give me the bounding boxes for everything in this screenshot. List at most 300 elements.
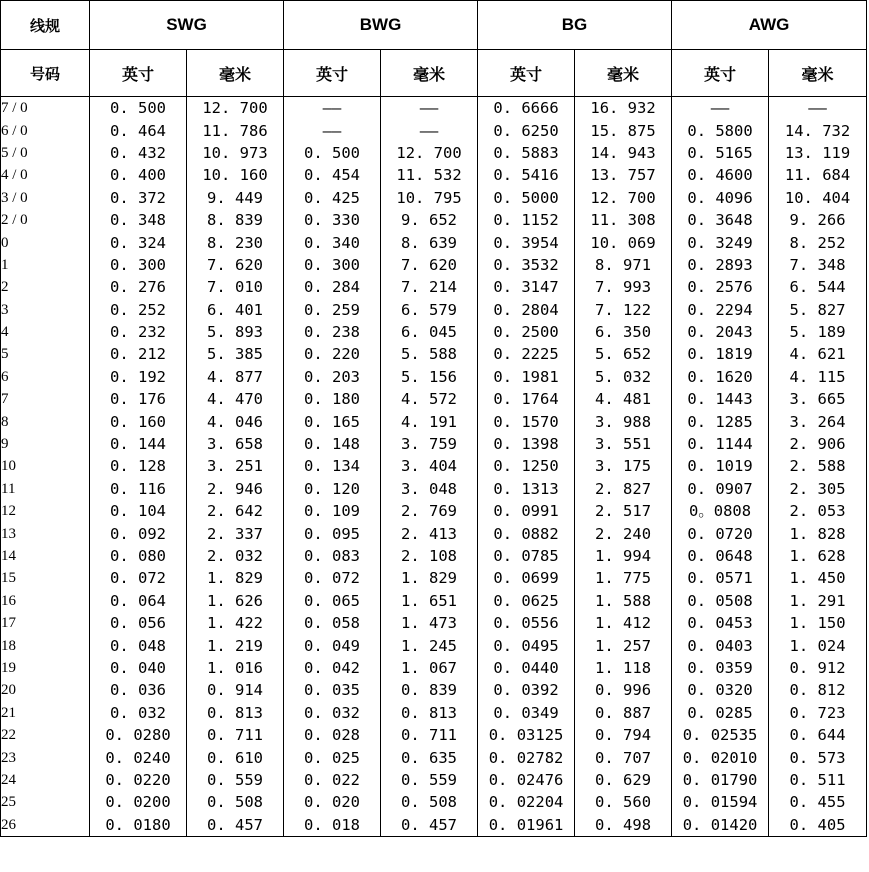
bg-inch-cell: 0. 0349 bbox=[478, 702, 575, 724]
bg-inch-cell: 0. 02476 bbox=[478, 769, 575, 791]
bg-inch-cell: 0. 0556 bbox=[478, 612, 575, 634]
bwg-mm-cell: 9. 652 bbox=[381, 209, 478, 231]
bwg-mm-cell: 1. 245 bbox=[381, 634, 478, 656]
awg-inch-cell: 0. 02010 bbox=[672, 746, 769, 768]
bwg-inch-cell: 0. 032 bbox=[284, 702, 381, 724]
swg-inch-cell: 0. 464 bbox=[90, 119, 187, 141]
bg-mm-cell: 14. 943 bbox=[575, 142, 672, 164]
bg-mm-cell: 1. 257 bbox=[575, 634, 672, 656]
swg-mm-cell: 10. 160 bbox=[187, 164, 284, 186]
awg-inch-cell: 0. 1144 bbox=[672, 433, 769, 455]
swg-mm-cell: 3. 658 bbox=[187, 433, 284, 455]
swg-mm-cell: 8. 839 bbox=[187, 209, 284, 231]
table-row bbox=[1, 343, 867, 365]
swg-mm-cell: 7. 620 bbox=[187, 254, 284, 276]
bg-mm-cell: 13. 757 bbox=[575, 164, 672, 186]
swg-inch-cell: 0. 0200 bbox=[90, 791, 187, 813]
swg-inch-cell: 0. 040 bbox=[90, 657, 187, 679]
table-row bbox=[1, 590, 867, 612]
bg-mm-cell: 7. 122 bbox=[575, 299, 672, 321]
awg-mm-cell: 5. 827 bbox=[769, 299, 867, 321]
swg-mm-cell: 4. 470 bbox=[187, 388, 284, 410]
swg-mm-cell: 2. 642 bbox=[187, 500, 284, 522]
bg-inch-cell: 0. 1764 bbox=[478, 388, 575, 410]
bg-inch-cell: 0. 0625 bbox=[478, 590, 575, 612]
bwg-inch-cell: 0. 220 bbox=[284, 343, 381, 365]
bwg-mm-cell: 11. 532 bbox=[381, 164, 478, 186]
bg-mm-cell: 0. 629 bbox=[575, 769, 672, 791]
bg-inch-cell: 0. 0991 bbox=[478, 500, 575, 522]
swg-mm-cell: 2. 337 bbox=[187, 522, 284, 544]
table-row bbox=[1, 500, 867, 522]
awg-mm-cell: 1. 828 bbox=[769, 522, 867, 544]
gauge-number-cell: 0 bbox=[1, 231, 90, 253]
bg-inch-cell: 0. 0785 bbox=[478, 545, 575, 567]
bg-mm-cell: 3. 551 bbox=[575, 433, 672, 455]
awg-mm-cell: 4. 115 bbox=[769, 366, 867, 388]
awg-mm-cell: 2. 305 bbox=[769, 478, 867, 500]
bg-inch-cell: 0. 1313 bbox=[478, 478, 575, 500]
bg-mm-cell: 2. 827 bbox=[575, 478, 672, 500]
bg-inch-cell: 0. 2804 bbox=[478, 299, 575, 321]
awg-inch-cell: 0. 3648 bbox=[672, 209, 769, 231]
table-row bbox=[1, 657, 867, 679]
gauge-number-cell: 24 bbox=[1, 769, 90, 791]
awg-inch-cell: 0. 0648 bbox=[672, 545, 769, 567]
table-row bbox=[1, 545, 867, 567]
bwg-mm-cell: 8. 639 bbox=[381, 231, 478, 253]
swg-mm-cell: 8. 230 bbox=[187, 231, 284, 253]
gauge-number-cell: 17 bbox=[1, 612, 90, 634]
corner-number-label: 号码 bbox=[1, 50, 90, 97]
awg-inch-cell: 0. 01790 bbox=[672, 769, 769, 791]
table-row bbox=[1, 634, 867, 656]
bwg-mm-cell: 5. 588 bbox=[381, 343, 478, 365]
swg-inch-cell: 0. 080 bbox=[90, 545, 187, 567]
bg-mm-cell: 1. 994 bbox=[575, 545, 672, 567]
awg-inch-cell: 0. 02535 bbox=[672, 724, 769, 746]
bg-mm-cell: 12. 700 bbox=[575, 187, 672, 209]
swg-mm-cell: 3. 251 bbox=[187, 455, 284, 477]
bwg-inch-cell: 0. 083 bbox=[284, 545, 381, 567]
awg-inch-cell: 0. 0720 bbox=[672, 522, 769, 544]
bwg-inch-cell: 0. 020 bbox=[284, 791, 381, 813]
bwg-inch-cell: 0. 058 bbox=[284, 612, 381, 634]
swg-inch-cell: 0. 300 bbox=[90, 254, 187, 276]
awg-inch-cell: 0. 2576 bbox=[672, 276, 769, 298]
gauge-number-cell: 7 / 0 bbox=[1, 97, 90, 120]
awg-mm-cell: —— bbox=[769, 97, 867, 120]
swg-inch-cell: 0. 232 bbox=[90, 321, 187, 343]
awg-inch-cell: 0. 0320 bbox=[672, 679, 769, 701]
bg-inch-cell: 0. 1570 bbox=[478, 410, 575, 432]
bg-mm-cell: 8. 971 bbox=[575, 254, 672, 276]
swg-mm-cell: 1. 422 bbox=[187, 612, 284, 634]
standard-header-swg: SWG bbox=[90, 1, 284, 50]
gauge-number-cell: 21 bbox=[1, 702, 90, 724]
bg-mm-cell: 16. 932 bbox=[575, 97, 672, 120]
swg-inch-cell: 0. 0240 bbox=[90, 746, 187, 768]
awg-inch-cell: —— bbox=[672, 97, 769, 120]
awg-inch-cell: 0. 0285 bbox=[672, 702, 769, 724]
bwg-inch-cell: 0. 340 bbox=[284, 231, 381, 253]
bwg-inch-cell: 0. 259 bbox=[284, 299, 381, 321]
gauge-number-cell: 14 bbox=[1, 545, 90, 567]
awg-mm-cell: 0. 455 bbox=[769, 791, 867, 813]
bwg-mm-cell: 7. 620 bbox=[381, 254, 478, 276]
gauge-number-cell: 9 bbox=[1, 433, 90, 455]
bg-inch-cell: 0. 3147 bbox=[478, 276, 575, 298]
bwg-mm-cell: 3. 759 bbox=[381, 433, 478, 455]
table-row bbox=[1, 455, 867, 477]
table-row bbox=[1, 231, 867, 253]
bwg-mm-cell: 0. 839 bbox=[381, 679, 478, 701]
gauge-number-cell: 5 / 0 bbox=[1, 142, 90, 164]
swg-inch-cell: 0. 144 bbox=[90, 433, 187, 455]
bwg-mm-cell: 0. 559 bbox=[381, 769, 478, 791]
bg-mm-cell: 5. 652 bbox=[575, 343, 672, 365]
awg-inch-cell: 0. 0907 bbox=[672, 478, 769, 500]
swg-inch-cell: 0. 072 bbox=[90, 567, 187, 589]
awg-mm-cell: 0. 812 bbox=[769, 679, 867, 701]
bg-mm-cell: 6. 350 bbox=[575, 321, 672, 343]
awg-inch-cell: 0. 4096 bbox=[672, 187, 769, 209]
bwg-inch-cell: 0. 203 bbox=[284, 366, 381, 388]
bg-mm-cell: 0. 887 bbox=[575, 702, 672, 724]
bg-inch-cell: 0. 03125 bbox=[478, 724, 575, 746]
table-row bbox=[1, 522, 867, 544]
awg-mm-cell: 0. 644 bbox=[769, 724, 867, 746]
bg-inch-cell: 0. 0440 bbox=[478, 657, 575, 679]
awg-inch-cell: 0. 0453 bbox=[672, 612, 769, 634]
swg-mm-cell: 10. 973 bbox=[187, 142, 284, 164]
bg-mm-cell: 0. 794 bbox=[575, 724, 672, 746]
bg-mm-cell: 3. 175 bbox=[575, 455, 672, 477]
swg-inch-cell: 0. 176 bbox=[90, 388, 187, 410]
awg-mm-cell: 6. 544 bbox=[769, 276, 867, 298]
awg-mm-cell: 4. 621 bbox=[769, 343, 867, 365]
bwg-inch-cell: —— bbox=[284, 97, 381, 120]
swg-mm-cell: 7. 010 bbox=[187, 276, 284, 298]
bg-inch-cell: 0. 3532 bbox=[478, 254, 575, 276]
bg-mm-cell: 1. 775 bbox=[575, 567, 672, 589]
swg-mm-cell: 0. 914 bbox=[187, 679, 284, 701]
header-row-units bbox=[1, 50, 867, 97]
swg-mm-cell: 5. 385 bbox=[187, 343, 284, 365]
table-row bbox=[1, 679, 867, 701]
bg-inch-cell: 0. 0699 bbox=[478, 567, 575, 589]
bwg-mm-cell: 1. 651 bbox=[381, 590, 478, 612]
table-row bbox=[1, 410, 867, 432]
swg-mm-cell: 0. 559 bbox=[187, 769, 284, 791]
swg-inch-cell: 0. 064 bbox=[90, 590, 187, 612]
table-row bbox=[1, 366, 867, 388]
bg-mm-cell: 1. 588 bbox=[575, 590, 672, 612]
awg-mm-cell: 3. 264 bbox=[769, 410, 867, 432]
gauge-number-cell: 12 bbox=[1, 500, 90, 522]
swg-inch-cell: 0. 032 bbox=[90, 702, 187, 724]
table-row bbox=[1, 299, 867, 321]
awg-inch-cell: 0。0808 bbox=[672, 500, 769, 522]
swg-inch-cell: 0. 160 bbox=[90, 410, 187, 432]
awg-mm-cell: 1. 291 bbox=[769, 590, 867, 612]
awg-mm-cell: 0. 573 bbox=[769, 746, 867, 768]
bwg-inch-cell: 0. 025 bbox=[284, 746, 381, 768]
swg-mm-cell: 2. 946 bbox=[187, 478, 284, 500]
swg-inch-cell: 0. 348 bbox=[90, 209, 187, 231]
awg-inch-cell: 0. 0571 bbox=[672, 567, 769, 589]
unit-header-mm: 毫米 bbox=[381, 50, 478, 97]
bwg-inch-cell: 0. 072 bbox=[284, 567, 381, 589]
awg-mm-cell: 13. 119 bbox=[769, 142, 867, 164]
swg-mm-cell: 9. 449 bbox=[187, 187, 284, 209]
gauge-number-cell: 26 bbox=[1, 814, 90, 837]
awg-inch-cell: 0. 2294 bbox=[672, 299, 769, 321]
swg-inch-cell: 0. 056 bbox=[90, 612, 187, 634]
swg-mm-cell: 0. 508 bbox=[187, 791, 284, 813]
swg-mm-cell: 4. 877 bbox=[187, 366, 284, 388]
bg-inch-cell: 0. 1981 bbox=[478, 366, 575, 388]
bwg-inch-cell: 0. 049 bbox=[284, 634, 381, 656]
swg-mm-cell: 2. 032 bbox=[187, 545, 284, 567]
awg-mm-cell: 2. 053 bbox=[769, 500, 867, 522]
swg-mm-cell: 0. 711 bbox=[187, 724, 284, 746]
bg-inch-cell: 0. 0882 bbox=[478, 522, 575, 544]
awg-mm-cell: 14. 732 bbox=[769, 119, 867, 141]
gauge-number-cell: 25 bbox=[1, 791, 90, 813]
bwg-inch-cell: 0. 148 bbox=[284, 433, 381, 455]
bwg-mm-cell: 5. 156 bbox=[381, 366, 478, 388]
bwg-inch-cell: 0. 300 bbox=[284, 254, 381, 276]
awg-inch-cell: 0. 1620 bbox=[672, 366, 769, 388]
bwg-inch-cell: 0. 028 bbox=[284, 724, 381, 746]
awg-inch-cell: 0. 1819 bbox=[672, 343, 769, 365]
bwg-mm-cell: 10. 795 bbox=[381, 187, 478, 209]
unit-header-inch: 英寸 bbox=[672, 50, 769, 97]
bwg-inch-cell: 0. 035 bbox=[284, 679, 381, 701]
table-row bbox=[1, 567, 867, 589]
bwg-mm-cell: 3. 048 bbox=[381, 478, 478, 500]
bwg-mm-cell: —— bbox=[381, 119, 478, 141]
awg-inch-cell: 0. 1285 bbox=[672, 410, 769, 432]
swg-inch-cell: 0. 500 bbox=[90, 97, 187, 120]
bwg-inch-cell: 0. 238 bbox=[284, 321, 381, 343]
awg-mm-cell: 1. 024 bbox=[769, 634, 867, 656]
bwg-inch-cell: 0. 180 bbox=[284, 388, 381, 410]
swg-mm-cell: 1. 016 bbox=[187, 657, 284, 679]
bg-mm-cell: 3. 988 bbox=[575, 410, 672, 432]
bg-mm-cell: 0. 707 bbox=[575, 746, 672, 768]
bg-inch-cell: 0. 02204 bbox=[478, 791, 575, 813]
bwg-inch-cell: 0. 500 bbox=[284, 142, 381, 164]
bg-inch-cell: 0. 1152 bbox=[478, 209, 575, 231]
corner-gauge-label: 线规 bbox=[1, 1, 90, 50]
bg-mm-cell: 5. 032 bbox=[575, 366, 672, 388]
bwg-mm-cell: 6. 579 bbox=[381, 299, 478, 321]
gauge-number-cell: 3 bbox=[1, 299, 90, 321]
awg-mm-cell: 0. 912 bbox=[769, 657, 867, 679]
bg-inch-cell: 0. 0392 bbox=[478, 679, 575, 701]
table-row bbox=[1, 769, 867, 791]
bwg-mm-cell: 2. 769 bbox=[381, 500, 478, 522]
bg-mm-cell: 1. 118 bbox=[575, 657, 672, 679]
gauge-number-cell: 16 bbox=[1, 590, 90, 612]
bg-inch-cell: 0. 5883 bbox=[478, 142, 575, 164]
table-row bbox=[1, 164, 867, 186]
swg-inch-cell: 0. 192 bbox=[90, 366, 187, 388]
swg-inch-cell: 0. 432 bbox=[90, 142, 187, 164]
gauge-number-cell: 6 / 0 bbox=[1, 119, 90, 141]
awg-mm-cell: 7. 348 bbox=[769, 254, 867, 276]
bg-inch-cell: 0. 01961 bbox=[478, 814, 575, 837]
table-row bbox=[1, 388, 867, 410]
table-row bbox=[1, 142, 867, 164]
gauge-number-cell: 13 bbox=[1, 522, 90, 544]
awg-mm-cell: 1. 628 bbox=[769, 545, 867, 567]
swg-mm-cell: 0. 813 bbox=[187, 702, 284, 724]
bwg-mm-cell: 1. 067 bbox=[381, 657, 478, 679]
swg-inch-cell: 0. 372 bbox=[90, 187, 187, 209]
table-row bbox=[1, 702, 867, 724]
table-row bbox=[1, 119, 867, 141]
bwg-inch-cell: 0. 330 bbox=[284, 209, 381, 231]
bg-mm-cell: 1. 412 bbox=[575, 612, 672, 634]
bg-inch-cell: 0. 2500 bbox=[478, 321, 575, 343]
bwg-inch-cell: —— bbox=[284, 119, 381, 141]
bwg-mm-cell: 3. 404 bbox=[381, 455, 478, 477]
standard-header-awg: AWG bbox=[672, 1, 867, 50]
bwg-mm-cell: —— bbox=[381, 97, 478, 120]
awg-mm-cell: 0. 511 bbox=[769, 769, 867, 791]
unit-header-inch: 英寸 bbox=[90, 50, 187, 97]
swg-inch-cell: 0. 116 bbox=[90, 478, 187, 500]
unit-header-mm: 毫米 bbox=[575, 50, 672, 97]
awg-inch-cell: 0. 3249 bbox=[672, 231, 769, 253]
swg-mm-cell: 11. 786 bbox=[187, 119, 284, 141]
awg-mm-cell: 0. 405 bbox=[769, 814, 867, 837]
bwg-mm-cell: 2. 413 bbox=[381, 522, 478, 544]
swg-mm-cell: 6. 401 bbox=[187, 299, 284, 321]
awg-inch-cell: 0. 0508 bbox=[672, 590, 769, 612]
swg-inch-cell: 0. 036 bbox=[90, 679, 187, 701]
swg-inch-cell: 0. 104 bbox=[90, 500, 187, 522]
awg-inch-cell: 0. 0359 bbox=[672, 657, 769, 679]
bwg-inch-cell: 0. 165 bbox=[284, 410, 381, 432]
awg-mm-cell: 3. 665 bbox=[769, 388, 867, 410]
swg-inch-cell: 0. 212 bbox=[90, 343, 187, 365]
swg-inch-cell: 0. 0280 bbox=[90, 724, 187, 746]
bg-inch-cell: 0. 1250 bbox=[478, 455, 575, 477]
gauge-number-cell: 20 bbox=[1, 679, 90, 701]
gauge-number-cell: 8 bbox=[1, 410, 90, 432]
bwg-mm-cell: 0. 457 bbox=[381, 814, 478, 837]
bwg-inch-cell: 0. 284 bbox=[284, 276, 381, 298]
unit-header-inch: 英寸 bbox=[284, 50, 381, 97]
bwg-mm-cell: 1. 473 bbox=[381, 612, 478, 634]
bg-mm-cell: 0. 996 bbox=[575, 679, 672, 701]
bg-inch-cell: 0. 6666 bbox=[478, 97, 575, 120]
table-row bbox=[1, 746, 867, 768]
swg-inch-cell: 0. 252 bbox=[90, 299, 187, 321]
bwg-inch-cell: 0. 018 bbox=[284, 814, 381, 837]
gauge-number-cell: 23 bbox=[1, 746, 90, 768]
bwg-mm-cell: 12. 700 bbox=[381, 142, 478, 164]
table-row bbox=[1, 187, 867, 209]
swg-mm-cell: 1. 219 bbox=[187, 634, 284, 656]
gauge-number-cell: 7 bbox=[1, 388, 90, 410]
bwg-inch-cell: 0. 095 bbox=[284, 522, 381, 544]
awg-mm-cell: 2. 588 bbox=[769, 455, 867, 477]
gauge-number-cell: 11 bbox=[1, 478, 90, 500]
swg-mm-cell: 1. 626 bbox=[187, 590, 284, 612]
gauge-table-body bbox=[1, 97, 867, 837]
header-row-standards bbox=[1, 1, 867, 50]
awg-mm-cell: 8. 252 bbox=[769, 231, 867, 253]
awg-inch-cell: 0. 1443 bbox=[672, 388, 769, 410]
gauge-number-cell: 4 bbox=[1, 321, 90, 343]
gauge-number-cell: 22 bbox=[1, 724, 90, 746]
bwg-inch-cell: 0. 134 bbox=[284, 455, 381, 477]
bg-mm-cell: 10. 069 bbox=[575, 231, 672, 253]
awg-inch-cell: 0. 5800 bbox=[672, 119, 769, 141]
table-row bbox=[1, 612, 867, 634]
awg-inch-cell: 0. 2043 bbox=[672, 321, 769, 343]
table-row bbox=[1, 433, 867, 455]
awg-mm-cell: 5. 189 bbox=[769, 321, 867, 343]
table-row bbox=[1, 478, 867, 500]
table-row bbox=[1, 209, 867, 231]
bg-inch-cell: 0. 5000 bbox=[478, 187, 575, 209]
bwg-mm-cell: 2. 108 bbox=[381, 545, 478, 567]
bwg-inch-cell: 0. 022 bbox=[284, 769, 381, 791]
standard-header-bwg: BWG bbox=[284, 1, 478, 50]
table-row bbox=[1, 814, 867, 837]
table-row bbox=[1, 276, 867, 298]
awg-mm-cell: 2. 906 bbox=[769, 433, 867, 455]
unit-header-mm: 毫米 bbox=[187, 50, 284, 97]
awg-mm-cell: 0. 723 bbox=[769, 702, 867, 724]
bwg-mm-cell: 7. 214 bbox=[381, 276, 478, 298]
bg-mm-cell: 0. 560 bbox=[575, 791, 672, 813]
swg-mm-cell: 4. 046 bbox=[187, 410, 284, 432]
swg-mm-cell: 12. 700 bbox=[187, 97, 284, 120]
awg-mm-cell: 9. 266 bbox=[769, 209, 867, 231]
swg-inch-cell: 0. 276 bbox=[90, 276, 187, 298]
bg-mm-cell: 4. 481 bbox=[575, 388, 672, 410]
gauge-number-cell: 1 bbox=[1, 254, 90, 276]
awg-mm-cell: 11. 684 bbox=[769, 164, 867, 186]
bwg-inch-cell: 0. 109 bbox=[284, 500, 381, 522]
bg-inch-cell: 0. 6250 bbox=[478, 119, 575, 141]
awg-inch-cell: 0. 2893 bbox=[672, 254, 769, 276]
bwg-mm-cell: 1. 829 bbox=[381, 567, 478, 589]
awg-mm-cell: 1. 150 bbox=[769, 612, 867, 634]
table-row bbox=[1, 321, 867, 343]
swg-inch-cell: 0. 0180 bbox=[90, 814, 187, 837]
gauge-number-cell: 4 / 0 bbox=[1, 164, 90, 186]
swg-inch-cell: 0. 048 bbox=[90, 634, 187, 656]
swg-mm-cell: 1. 829 bbox=[187, 567, 284, 589]
unit-header-mm: 毫米 bbox=[769, 50, 867, 97]
bg-inch-cell: 0. 0495 bbox=[478, 634, 575, 656]
swg-inch-cell: 0. 092 bbox=[90, 522, 187, 544]
gauge-number-cell: 19 bbox=[1, 657, 90, 679]
bwg-mm-cell: 0. 813 bbox=[381, 702, 478, 724]
gauge-number-cell: 3 / 0 bbox=[1, 187, 90, 209]
swg-inch-cell: 0. 324 bbox=[90, 231, 187, 253]
awg-inch-cell: 0. 1019 bbox=[672, 455, 769, 477]
gauge-number-cell: 5 bbox=[1, 343, 90, 365]
